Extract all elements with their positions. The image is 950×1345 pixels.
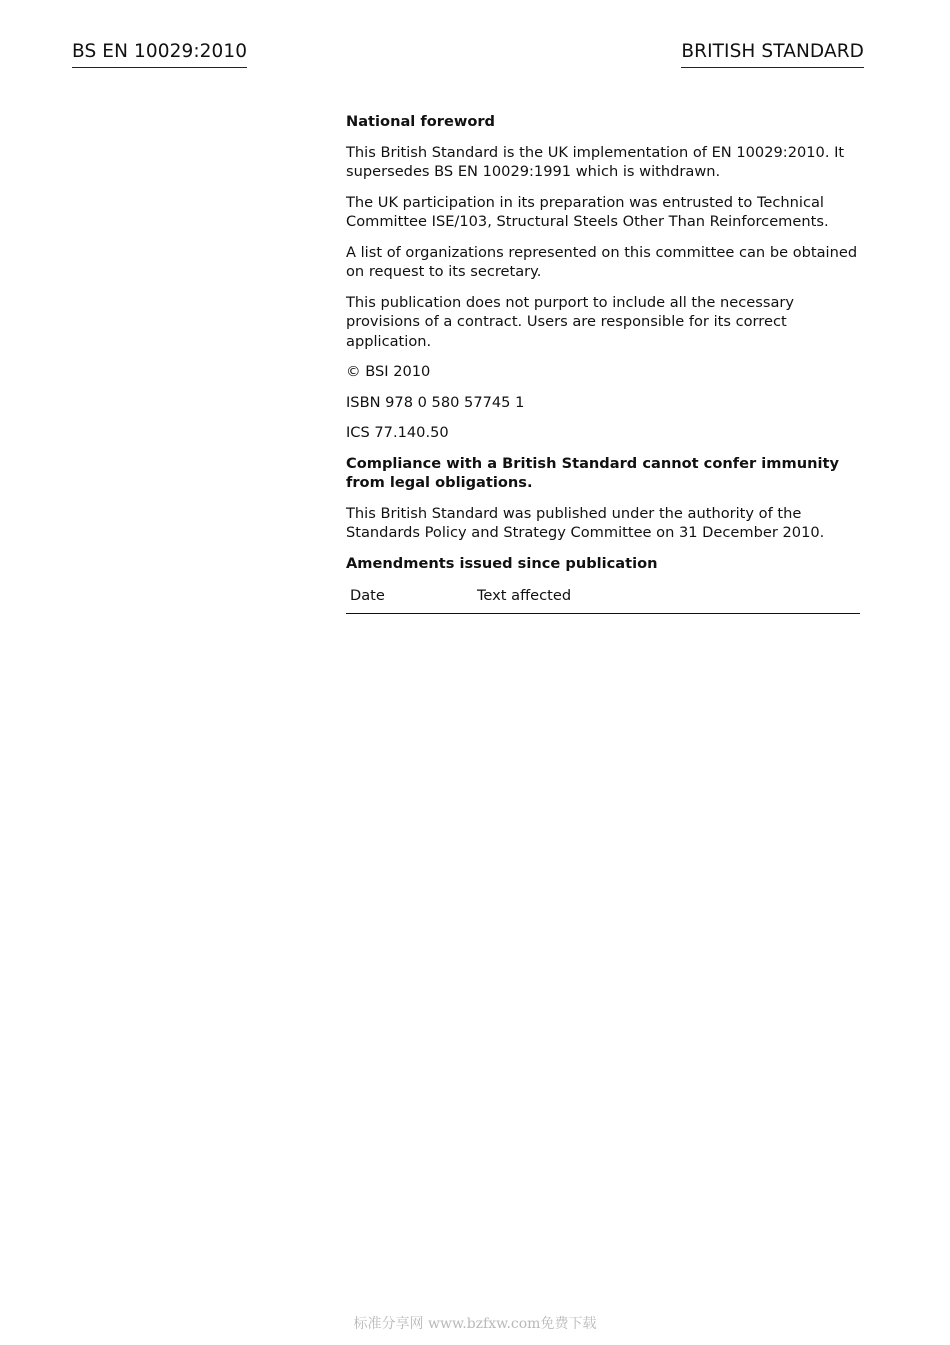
copyright-line: © BSI 2010 (346, 363, 431, 380)
amendments-column-date: Date (350, 587, 385, 604)
publication-authority: This British Standard was published under the authority of the Standards Policy and Strategy Committee on 31 December 2010. (346, 504, 825, 541)
compliance-notice: Compliance with a British Standard cannot confer immunity from legal obligations. (346, 454, 839, 491)
standard-type-header: BRITISH STANDARD (681, 40, 864, 68)
amendments-table (346, 584, 860, 614)
foreword-paragraph-contract: This publication does not purport to include all the necessary provisions of a contract. Users are responsible for its correct application. (346, 293, 795, 350)
amendments-heading: Amendments issued since publication (346, 554, 658, 572)
watermark: 标准分享网 www.bzfxw.com免费下载 (353, 1316, 597, 1332)
amendments-column-text-affected: Text affected (477, 587, 572, 604)
document-id-header: BS EN 10029:2010 (72, 40, 247, 68)
national-foreword-section (346, 112, 860, 614)
foreword-title: National foreword (346, 113, 496, 130)
ics-line: ICS 77.140.50 (346, 424, 449, 441)
foreword-paragraph-participation: The UK participation in its preparation was entrusted to Technical Committee ISE/103, Structural Steels Other Than Reinforcements. (346, 193, 829, 230)
foreword-paragraph-implementation: This British Standard is the UK implementation of EN 10029:2010. It supersedes BS EN 10029:1991 which is withdrawn. (346, 143, 845, 180)
isbn-line: ISBN 978 0 580 57745 1 (346, 393, 525, 411)
foreword-paragraph-organizations: A list of organizations represented on this committee can be obtained on request to its secretary. (346, 243, 858, 280)
